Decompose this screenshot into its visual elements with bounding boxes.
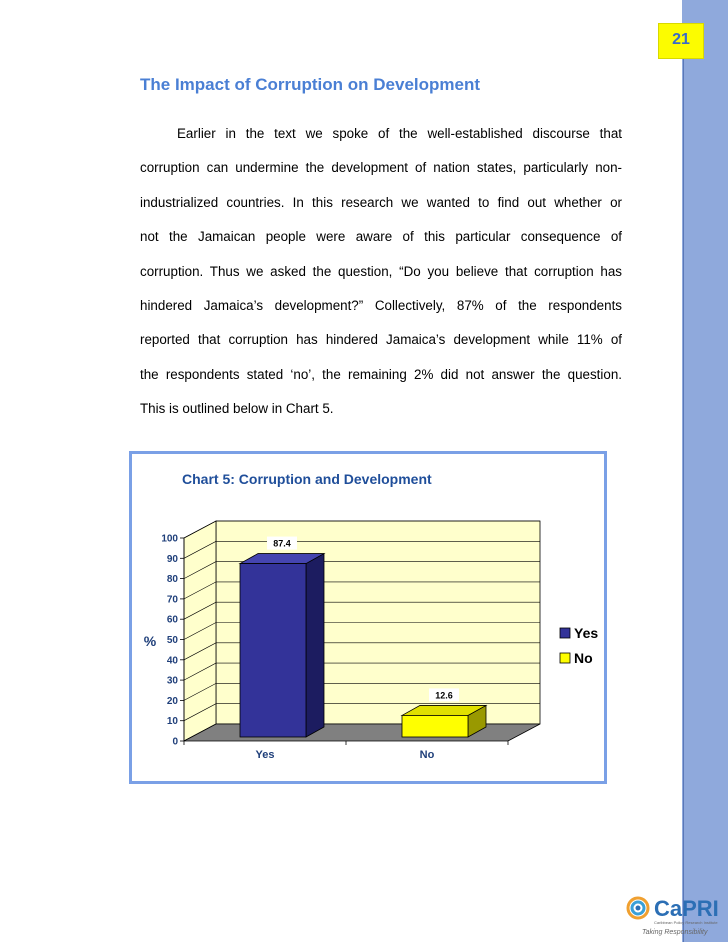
page-number: 21 (658, 23, 704, 59)
side-bar-edge (683, 40, 684, 942)
y-tick-label: 70 (166, 594, 178, 606)
plot-floor (184, 724, 540, 741)
y-tick-label: 30 (166, 675, 178, 687)
bar (402, 715, 468, 737)
x-category-label: No (419, 749, 435, 761)
legend-swatch (560, 653, 570, 663)
paragraph-line: corruption. Thus we asked the question, “Do you believe that corruption has (140, 263, 622, 279)
y-tick-label: 80 (166, 574, 178, 586)
y-tick-label: 10 (166, 716, 178, 728)
y-tick-label: 60 (166, 614, 178, 626)
bar-side (306, 554, 324, 737)
data-label: 87.4 (273, 538, 291, 549)
paragraph-line: corruption can undermine the development of nation states, particularly non- (140, 160, 622, 176)
bar (240, 564, 306, 737)
side-decorative-bar (682, 0, 728, 942)
x-category-label: Yes (255, 749, 275, 761)
y-tick-label: 90 (166, 553, 178, 565)
logo-subtitle: Caribbean Policy Research Institute (654, 920, 718, 925)
chart-title: Chart 5: Corruption and Development (182, 471, 432, 487)
y-tick-label: 50 (166, 635, 178, 646)
bar-chart (132, 500, 602, 780)
legend-label: No (574, 650, 593, 666)
paragraph-line: hindered Jamaica’s development?” Collectively, 87% of the respondents (140, 298, 622, 314)
legend-swatch (560, 628, 570, 638)
y-tick-label: 40 (166, 655, 178, 667)
logo-tagline: Taking Responsibility (642, 929, 708, 936)
y-tick-label: 0 (172, 736, 178, 748)
body-paragraph (140, 117, 622, 427)
paragraph-line: industrialized countries. In this research we wanted to find out whether or (140, 194, 622, 210)
paragraph-line: not the Jamaican people were aware of this particular consequence of (140, 229, 622, 245)
paragraph-line: This is outlined below in Chart 5. (140, 401, 334, 417)
paragraph-line: Earlier in the text we spoke of the well-established discourse that (177, 126, 622, 141)
paragraph-line: reported that corruption has hindered Jamaica’s development while 11% of (140, 332, 622, 348)
y-axis-title: % (143, 633, 157, 649)
section-heading: The Impact of Corruption on Development (140, 75, 481, 94)
legend-label: Yes (574, 625, 599, 641)
y-tick-label: 20 (166, 695, 178, 707)
paragraph-line: the respondents stated ‘no’, the remaining 2% did not answer the question. (140, 366, 622, 382)
y-tick-label: 100 (161, 533, 178, 545)
logo-wordmark: CaPRI (654, 896, 719, 921)
data-label: 12.6 (435, 690, 453, 701)
